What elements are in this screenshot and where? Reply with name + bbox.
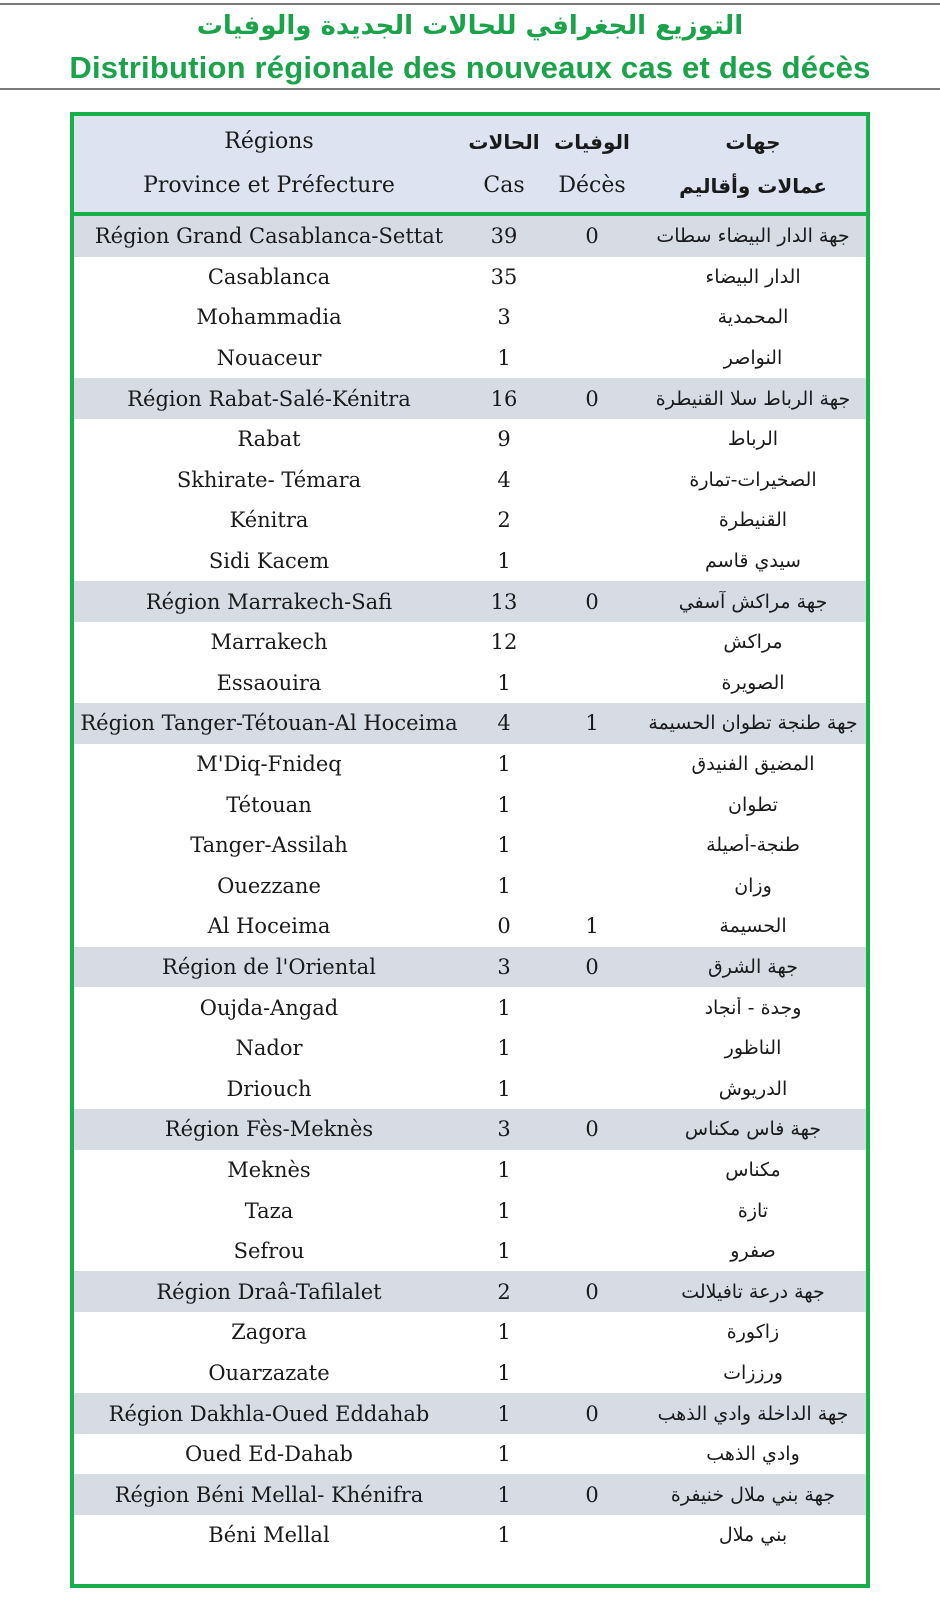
name-ar-cell: الناظور — [724, 1037, 782, 1060]
province-row — [74, 1353, 866, 1394]
region-row — [74, 1474, 866, 1515]
province-row — [74, 297, 866, 338]
name-ar-cell: المضيق الفنيدق — [691, 753, 815, 776]
name-fr-cell: Mohammadia — [196, 305, 342, 330]
name-fr-cell: Région Tanger-Tétouan-Al Hoceima — [80, 711, 458, 736]
cases-cell: 12 — [490, 630, 518, 655]
name-ar-cell: مكناس — [725, 1158, 781, 1181]
name-ar-cell: الحسيمة — [719, 915, 787, 938]
province-row — [74, 1190, 866, 1231]
name-ar-cell: الصخيرات-تمارة — [689, 468, 817, 491]
region-row — [74, 581, 866, 622]
cases-cell: 3 — [497, 954, 511, 979]
cases-cell: 4 — [497, 467, 511, 492]
bottom-rule — [0, 88, 940, 90]
table-body — [74, 216, 866, 1556]
name-fr-cell: Marrakech — [210, 630, 328, 655]
name-ar-cell: جهة الدار البيضاء سطات — [656, 225, 850, 248]
name-fr-cell: Oued Ed-Dahab — [185, 1442, 353, 1467]
name-fr-cell: Région Dakhla-Oued Eddahab — [108, 1401, 430, 1426]
name-fr-cell: Région Béni Mellal- Khénifra — [114, 1482, 424, 1507]
name-fr-cell: Skhirate- Témara — [176, 467, 362, 492]
name-fr-cell: Meknès — [227, 1157, 311, 1182]
name-ar-cell: جهة فاس مكناس — [684, 1118, 822, 1141]
name-ar-cell: جهة الشرق — [708, 955, 798, 978]
deaths-cell: 0 — [585, 1482, 599, 1507]
province-row — [74, 541, 866, 582]
province-row — [74, 987, 866, 1028]
name-fr-cell: Tétouan — [226, 792, 312, 817]
name-ar-cell: الدريوش — [718, 1077, 788, 1100]
name-fr-cell: Béni Mellal — [208, 1523, 330, 1548]
deaths-cell: 0 — [585, 1401, 599, 1426]
deaths-cell: 0 — [585, 1279, 599, 1304]
name-fr-cell: Casablanca — [207, 264, 331, 289]
province-row — [74, 906, 866, 947]
province-row — [74, 257, 866, 298]
cases-cell: 1 — [497, 1157, 511, 1182]
region-row — [74, 216, 866, 257]
name-ar-cell: وادي الذهب — [706, 1443, 800, 1466]
name-fr-cell: Oujda-Angad — [199, 995, 339, 1020]
cases-cell: 1 — [497, 1360, 511, 1385]
table-header — [74, 116, 866, 216]
name-fr-cell: Région Marrakech-Safi — [145, 589, 393, 614]
cases-cell: 1 — [497, 1239, 511, 1264]
province-row — [74, 744, 866, 785]
province-row — [74, 1434, 866, 1475]
name-ar-cell: القنيطرة — [718, 509, 788, 532]
province-row — [74, 1312, 866, 1353]
deaths-cell: 0 — [585, 224, 599, 249]
cases-cell: 1 — [497, 1482, 511, 1507]
top-rule — [0, 3, 940, 5]
name-ar-cell: جهة بني ملال خنيفرة — [670, 1483, 836, 1506]
cases-cell: 2 — [497, 1279, 511, 1304]
cases-cell: 9 — [497, 427, 511, 452]
cases-cell: 39 — [490, 224, 518, 249]
province-row — [74, 338, 866, 379]
name-ar-cell: طنجة-أصيلة — [706, 834, 800, 857]
region-row — [74, 378, 866, 419]
province-row — [74, 1028, 866, 1069]
province-row — [74, 500, 866, 541]
header-regions-fr: Régions Province et Préfecture — [143, 129, 395, 198]
distribution-table — [70, 112, 870, 1588]
region-row — [74, 1393, 866, 1434]
province-row — [74, 419, 866, 460]
name-ar-cell: مراكش — [723, 631, 783, 654]
province-row — [74, 825, 866, 866]
deaths-cell: 1 — [585, 914, 599, 939]
name-fr-cell: Taza — [244, 1198, 294, 1223]
cases-cell: 1 — [497, 1442, 511, 1467]
name-ar-cell: تازة — [737, 1199, 769, 1222]
province-row — [74, 460, 866, 501]
province-row — [74, 866, 866, 907]
cases-cell: 1 — [497, 549, 511, 574]
name-ar-cell: جهة الرباط سلا القنيطرة — [655, 387, 851, 410]
cases-cell: 0 — [497, 914, 511, 939]
header-regions-ar: جهات عمالات وأقاليم — [679, 130, 827, 198]
name-fr-cell: Sidi Kacem — [208, 549, 330, 574]
province-row — [74, 1231, 866, 1272]
name-ar-cell: جهة طنجة تطوان الحسيمة — [648, 712, 858, 735]
name-ar-cell: تطوان — [728, 793, 778, 816]
cases-cell: 1 — [497, 752, 511, 777]
cases-cell: 1 — [497, 792, 511, 817]
name-fr-cell: Zagora — [231, 1320, 307, 1345]
cases-cell: 13 — [490, 589, 518, 614]
region-row — [74, 947, 866, 988]
header-deaths: الوفيات Décès — [554, 130, 630, 198]
deaths-cell: 0 — [585, 954, 599, 979]
name-ar-cell: المحمدية — [717, 306, 789, 329]
name-ar-cell: سيدي قاسم — [705, 550, 801, 573]
province-row — [74, 1068, 866, 1109]
cases-cell: 1 — [497, 1401, 511, 1426]
name-ar-cell: وزان — [734, 874, 772, 897]
region-row — [74, 703, 866, 744]
cases-cell: 1 — [497, 995, 511, 1020]
name-fr-cell: Tanger-Assilah — [190, 833, 348, 858]
name-ar-cell: جهة الداخلة وادي الذهب — [657, 1402, 849, 1425]
cases-cell: 35 — [490, 264, 518, 289]
name-fr-cell: Driouch — [226, 1076, 312, 1101]
province-row — [74, 663, 866, 704]
title-arabic: التوزيع الجغرافي للحالات الجديدة والوفيات — [196, 11, 744, 41]
name-fr-cell: Ouarzazate — [208, 1360, 330, 1385]
province-row — [74, 1515, 866, 1556]
cases-cell: 1 — [497, 873, 511, 898]
cases-cell: 3 — [497, 1117, 511, 1142]
cases-cell: 1 — [497, 670, 511, 695]
name-fr-cell: Kénitra — [229, 508, 309, 533]
region-row — [74, 1109, 866, 1150]
name-fr-cell: Nador — [235, 1036, 303, 1061]
region-row — [74, 1271, 866, 1312]
name-ar-cell: جهة مراكش آسفي — [678, 590, 828, 613]
title-french: Distribution régionale des nouveaux cas et des décès — [69, 50, 871, 85]
name-ar-cell: بني ملال — [718, 1524, 788, 1547]
cases-cell: 1 — [497, 1320, 511, 1345]
name-fr-cell: Sefrou — [233, 1239, 305, 1264]
deaths-cell: 1 — [585, 711, 599, 736]
name-fr-cell: Al Hoceima — [207, 914, 331, 939]
name-ar-cell: زاكورة — [726, 1321, 780, 1344]
name-fr-cell: Région de l'Oriental — [162, 954, 376, 979]
name-fr-cell: Région Rabat-Salé-Kénitra — [127, 386, 411, 411]
name-ar-cell: جهة درعة تافيلالت — [681, 1280, 825, 1303]
name-ar-cell: الصويرة — [721, 671, 785, 694]
cases-cell: 1 — [497, 1076, 511, 1101]
cases-cell: 3 — [497, 305, 511, 330]
cases-cell: 1 — [497, 1198, 511, 1223]
name-fr-cell: Rabat — [237, 427, 301, 452]
name-ar-cell: ورززات — [723, 1361, 783, 1384]
cases-cell: 1 — [497, 1036, 511, 1061]
cases-cell: 1 — [497, 833, 511, 858]
name-ar-cell: صفرو — [730, 1240, 776, 1263]
cases-cell: 1 — [497, 346, 511, 371]
name-fr-cell: Région Draâ-Tafilalet — [156, 1279, 382, 1304]
deaths-cell: 0 — [585, 1117, 599, 1142]
cases-cell: 2 — [497, 508, 511, 533]
cases-cell: 4 — [497, 711, 511, 736]
deaths-cell: 0 — [585, 589, 599, 614]
name-ar-cell: الدار البيضاء — [705, 265, 801, 288]
deaths-cell: 0 — [585, 386, 599, 411]
province-row — [74, 622, 866, 663]
cases-cell: 16 — [490, 386, 518, 411]
name-fr-cell: Nouaceur — [216, 346, 322, 371]
name-fr-cell: Région Fès-Meknès — [164, 1117, 374, 1142]
name-ar-cell: النواصر — [723, 347, 783, 370]
header-cases: الحالات Cas — [468, 130, 540, 198]
cases-cell: 1 — [497, 1523, 511, 1548]
name-fr-cell: Ouezzane — [217, 873, 321, 898]
name-fr-cell: Essaouira — [216, 670, 322, 695]
name-fr-cell: M'Diq-Fnideq — [196, 752, 342, 777]
province-row — [74, 784, 866, 825]
province-row — [74, 1150, 866, 1191]
name-fr-cell: Région Grand Casablanca-Settat — [94, 224, 444, 249]
name-ar-cell: وجدة - أنجاد — [704, 996, 802, 1019]
name-ar-cell: الرباط — [727, 428, 779, 451]
